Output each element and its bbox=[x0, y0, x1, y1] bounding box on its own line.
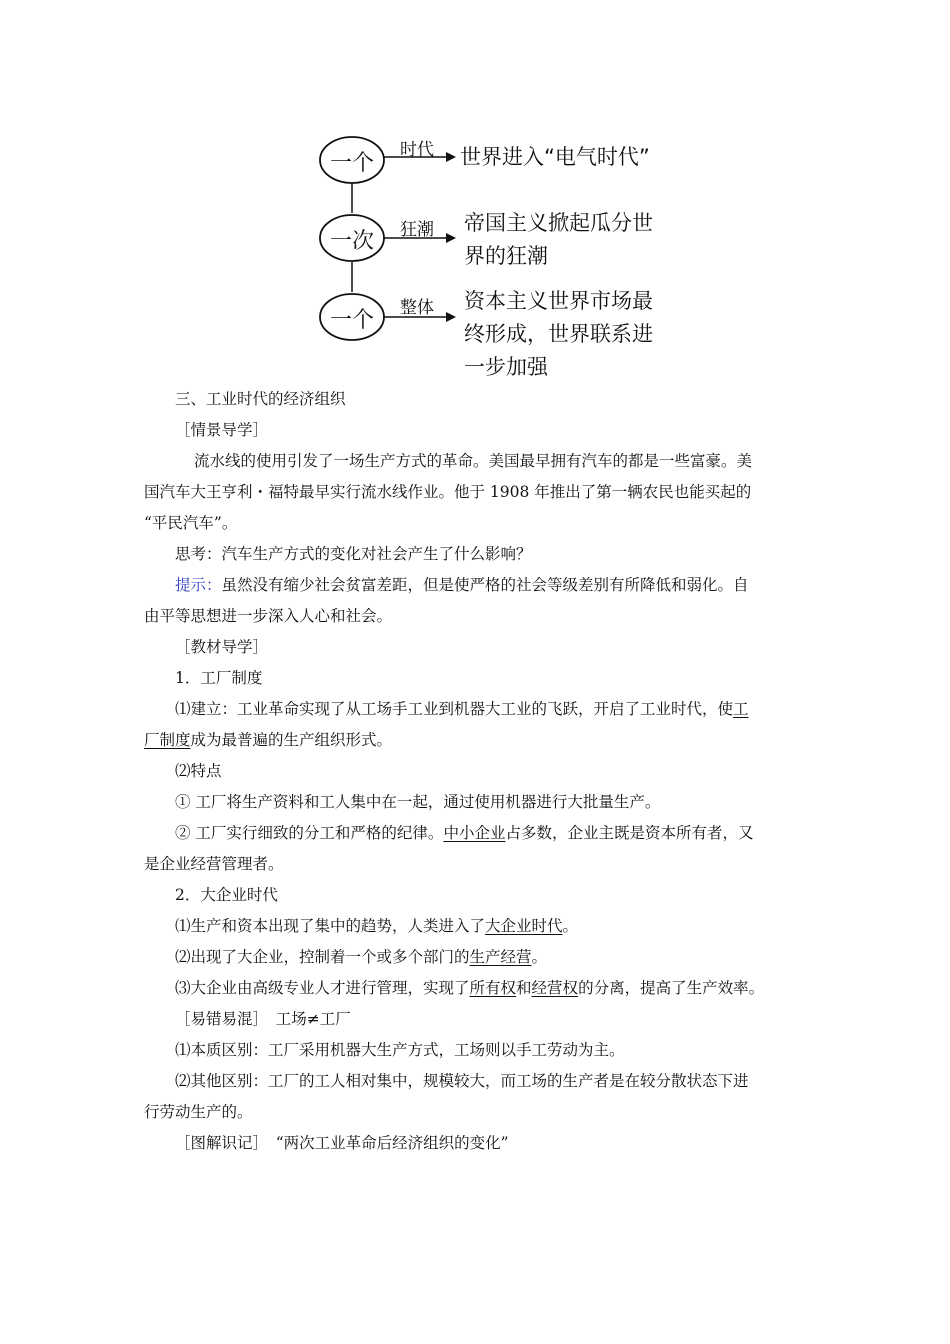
factory-feature-2-cont: 是企业经营管理者。 bbox=[144, 855, 284, 873]
confusion-2-cont: 行劳动生产的。 bbox=[144, 1103, 253, 1121]
scene-para-line-1: 流水线的使用引发了一场生产方式的革命。美国最早拥有汽车的都是一些富豪。美 bbox=[194, 452, 753, 470]
diagram-note: ［图解识记］ “两次工业革命后经济组织的变化” bbox=[175, 1134, 509, 1152]
arrow-label-1: 时代 bbox=[400, 140, 434, 160]
scene-question: 思考：汽车生产方式的变化对社会产生了什么影响？ bbox=[175, 545, 532, 563]
factory-feature-1: ① 工厂将生产资料和工人集中在一起，通过使用机器进行大批量生产。 bbox=[175, 793, 661, 811]
confusion-heading: ［易错易混］ 工场≠工厂 bbox=[175, 1010, 351, 1028]
summary-diagram bbox=[310, 125, 670, 379]
factory-establish-cont: 厂制度成为最普遍的生产组织形式。 bbox=[144, 731, 393, 749]
document-body bbox=[144, 384, 812, 1159]
arrow-label-2: 狂潮 bbox=[400, 220, 434, 240]
factory-establish: ⑴建立：工业革命实现了从工场手工业到机器大工业的飞跃，开启了工业时代，使工 bbox=[175, 700, 749, 718]
big-enterprise-title: 2．大企业时代 bbox=[175, 886, 278, 904]
big-enterprise-1: ⑴生产和资本出现了集中的趋势，人类进入了大企业时代。 bbox=[175, 917, 579, 935]
factory-system-title: 1．工厂制度 bbox=[175, 669, 263, 687]
factory-features-title: ⑵特点 bbox=[175, 762, 222, 780]
factory-feature-2: ② 工厂实行细致的分工和严格的纪律。中小企业占多数，企业主既是资本所有者，又 bbox=[175, 824, 754, 842]
result-2: 帝国主义掀起瓜分世 界的狂潮 bbox=[464, 211, 653, 268]
confusion-2: ⑵其他区别：工厂的工人相对集中，规模较大，而工场的生产者是在较分散状态下进 bbox=[175, 1072, 749, 1090]
node-label-3: 一个 bbox=[329, 308, 374, 333]
section-title: 三、工业时代的经济组织 bbox=[175, 390, 346, 408]
node-label-2: 一次 bbox=[329, 229, 374, 254]
scene-hint-cont: 由平等思想进一步深入人心和社会。 bbox=[144, 607, 393, 625]
result-1: 世界进入“电气时代” bbox=[460, 145, 650, 169]
scene-heading: ［情景导学］ bbox=[175, 421, 269, 439]
node-label-1: 一个 bbox=[329, 151, 374, 176]
big-enterprise-3: ⑶大企业由高级专业人才进行管理，实现了所有权和经营权的分离，提高了生产效率。 bbox=[175, 979, 765, 997]
arrow-label-3: 整体 bbox=[400, 298, 434, 318]
confusion-1: ⑴本质区别：工厂采用机器大生产方式，工场则以手工劳动为主。 bbox=[175, 1041, 625, 1059]
textbook-heading: ［教材导学］ bbox=[175, 638, 269, 656]
result-3: 资本主义世界市场最 终形成，世界联系进 一步加强 bbox=[464, 289, 653, 379]
scene-para-line-3: “平民汽车”。 bbox=[144, 514, 238, 532]
scene-hint: 提示：虽然没有缩少社会贫富差距，但是使严格的社会等级差别有所降低和弱化。自 bbox=[175, 576, 749, 594]
scene-para-line-2: 国汽车大王亨利・福特最早实行流水线作业。他于 1908 年推出了第一辆农民也能买起的 bbox=[144, 483, 752, 501]
hint-label: 提示： bbox=[175, 576, 222, 594]
big-enterprise-2: ⑵出现了大企业，控制着一个或多个部门的生产经营。 bbox=[175, 948, 548, 966]
